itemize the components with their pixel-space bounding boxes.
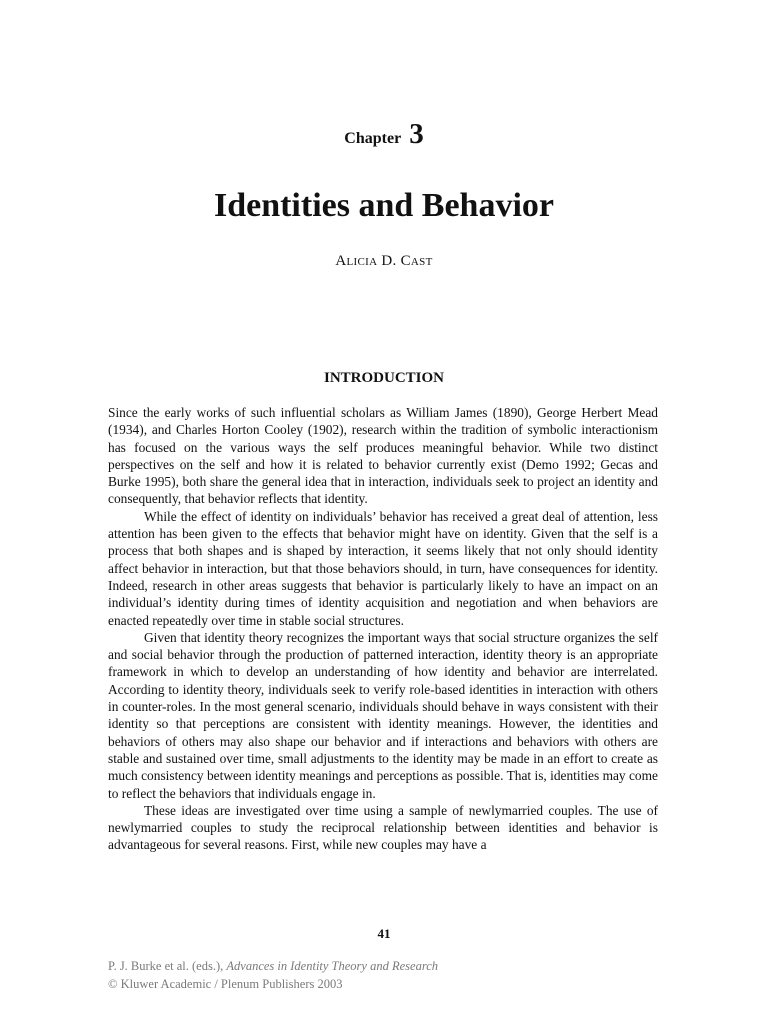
chapter-number: 3 <box>409 118 424 150</box>
paragraph: Since the early works of such influential scholars as William James (1890), George Herbert Mead (1934), and Charles Horton Cooley (1902), research within the tradition of symbolic interactionism has focused on the various ways the self produces meaningful behavior. While two distinct perspectives on the self and how it is related to behavior currently exist (Demo 1992; Gecas and Burke 1995), both share the general idea that in interaction, individuals seek to project an identity and consequently, that behavior reflects that identity. <box>108 405 658 507</box>
chapter-title: Identities and Behavior <box>213 187 555 224</box>
citation-line <box>108 957 668 975</box>
paragraph: Given that identity theory recognizes the important ways that social structure organizes the self and social behavior through the production of patterned interaction, identity theory is an appropriate framework in which to develop an understanding of how identity and behavior are interrelated. According to identity theory, individuals seek to verify role-based identities in interaction with others in counter-roles. In the most general scenario, individuals should behave in ways consistent with their identity so that perceptions are consistent with identity meanings. However, the identities and behaviors of others may also shape our behavior and if interactions and behaviors with others are stable and sustained over time, small adjustments to the identity may be made in an effort to create as much consistency between identity meanings and perceptions as possible. That is, identities may come to reflect the behaviors that individuals engage in. <box>108 629 658 801</box>
author-name: Alicia D. Cast <box>335 253 433 269</box>
body-text <box>108 404 658 854</box>
footer <box>108 957 668 993</box>
page-number: 41 <box>377 926 391 941</box>
paragraph: These ideas are investigated over time using a sample of newlymarried couples. The use of newlymarried couples to study the reciprocal relationship between identities and behavior is advantageous for several reasons. First, while new couples may have a <box>108 802 658 853</box>
paragraph: While the effect of identity on individuals’ behavior has received a great deal of attention, less attention has been given to the effects that behavior might have on identity. Given that the self is a process that both shapes and is shaped by interaction, it seems likely that not only should identity affect behavior in interaction, but that those behaviors should, in turn, have consequences for identity. Indeed, research in other areas suggests that behavior is particularly likely to have an impact on an individual’s identity during times of identity acquisition and negotiation and when behaviors are enacted repeatedly over time in stable social structures. <box>108 508 658 628</box>
chapter-label <box>0 118 768 151</box>
citation-title: Advances in Identity Theory and Research <box>226 959 439 973</box>
chapter-word: Chapter <box>344 130 402 147</box>
copyright-line: © Kluwer Academic / Plenum Publishers 2003 <box>108 977 343 991</box>
citation-prefix: P. J. Burke et al. (eds.), <box>108 959 227 973</box>
section-heading: INTRODUCTION <box>323 370 444 386</box>
